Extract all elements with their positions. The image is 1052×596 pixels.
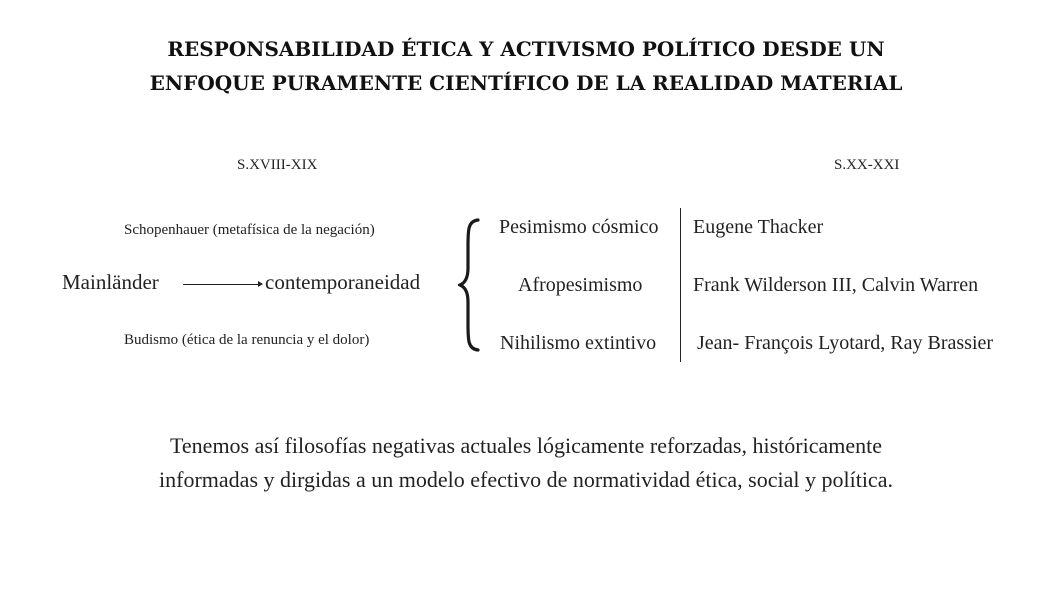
- node-mainlander: Mainländer: [62, 270, 159, 294]
- influence-budismo: Budismo (ética de la renuncia y el dolor): [124, 332, 370, 348]
- influence-schopenhauer: Schopenhauer (metafísica de la negación): [124, 222, 375, 238]
- authors-afropesimismo: Frank Wilderson III, Calvin Warren: [693, 274, 979, 296]
- current-pesimismo-cosmico: Pesimismo cósmico: [499, 216, 659, 238]
- conclusion-line-1: Tenemos así filosofías negativas actuales lógicamente reforzadas, históricamente: [170, 433, 882, 458]
- title-line-1: RESPONSABILIDAD ÉTICA Y ACTIVISMO POLÍTICO DESDE UN: [167, 37, 885, 61]
- conclusion-line-2: informadas y dirgidas a un modelo efectivo de normatividad ética, social y política.: [159, 467, 893, 492]
- authors-nihilismo-extintivo: Jean- François Lyotard, Ray Brassier: [697, 332, 994, 354]
- conclusion-text: [0, 429, 1052, 497]
- page-title: [0, 32, 1052, 100]
- authors-pesimismo-cosmico: Eugene Thacker: [693, 216, 824, 238]
- arrow-head-icon: [258, 281, 263, 287]
- current-afropesimismo: Afropesimismo: [518, 274, 643, 296]
- title-line-2: ENFOQUE PURAMENTE CIENTÍFICO DE LA REALIDAD MATERIAL: [149, 71, 903, 95]
- node-contemporaneidad: contemporaneidad: [265, 270, 421, 294]
- curly-brace-icon: [458, 218, 482, 352]
- current-nihilismo-extintivo: Nihilismo extintivo: [500, 332, 657, 354]
- arrow-connector: [183, 284, 259, 285]
- era-right-label: S.XX-XXI: [834, 157, 900, 173]
- divider-line: [680, 208, 681, 362]
- era-left-label: S.XVIII-XIX: [237, 157, 318, 173]
